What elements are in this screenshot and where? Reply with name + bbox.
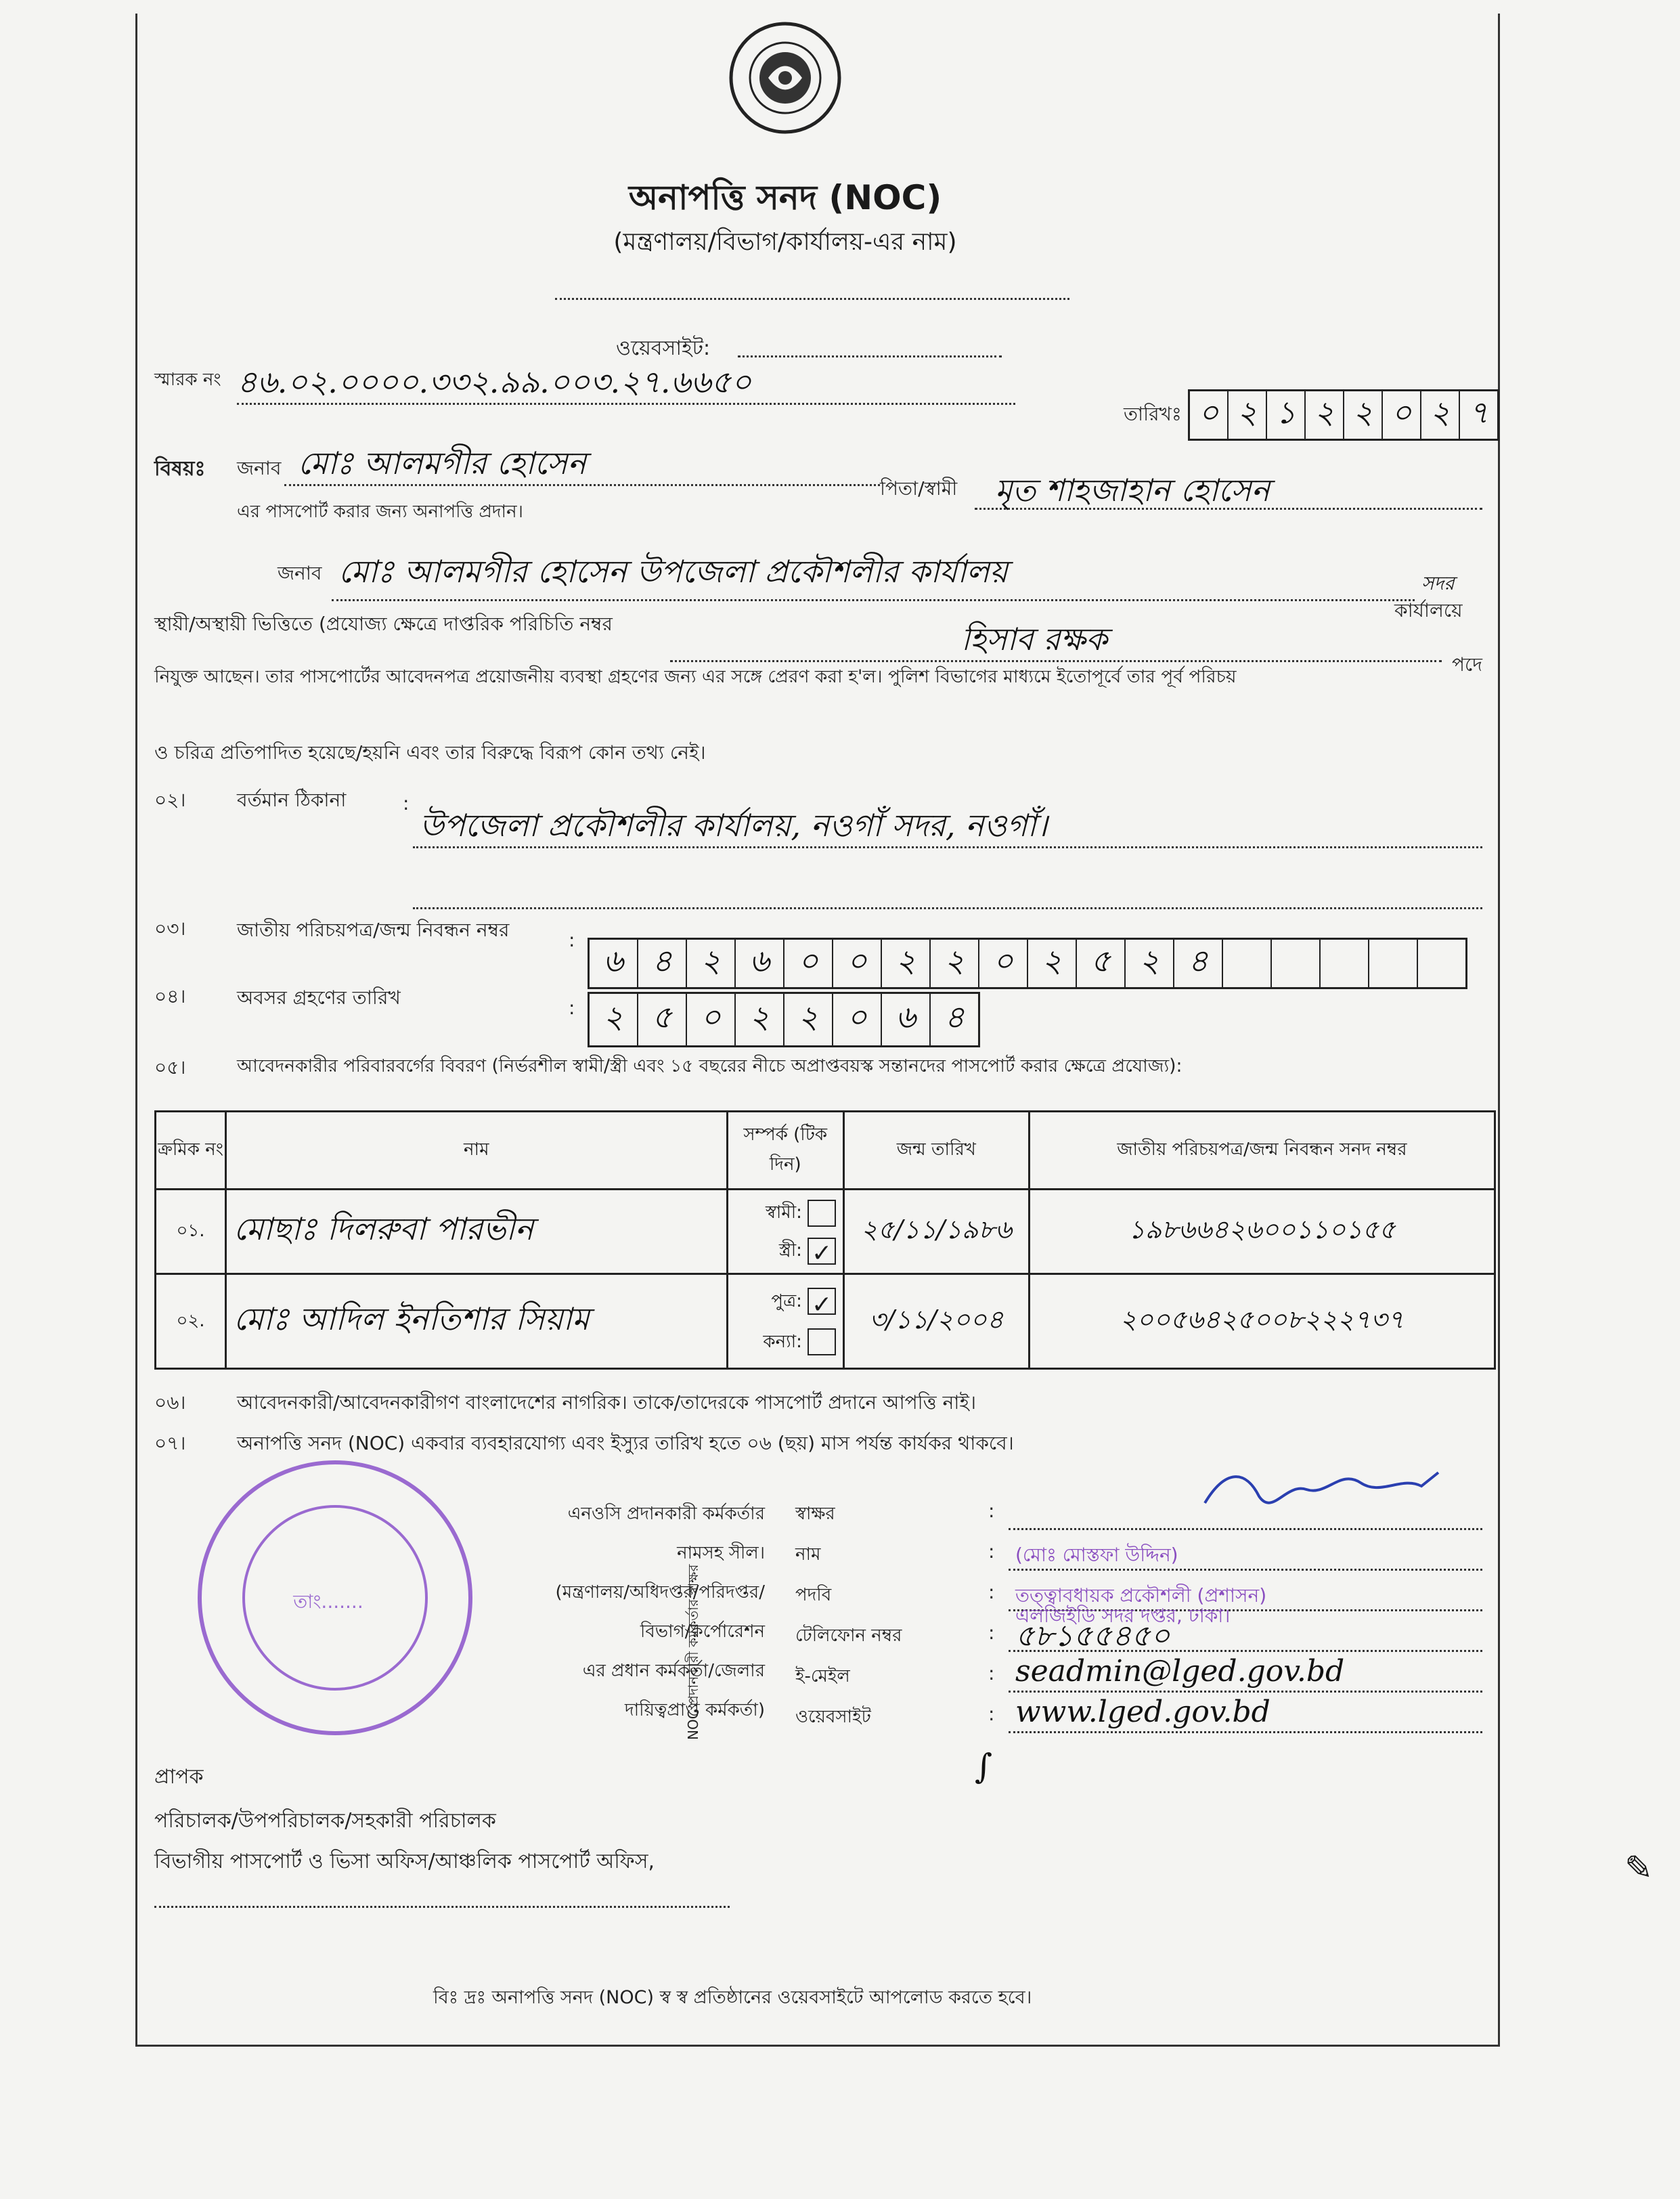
- signature-mark: [1198, 1456, 1449, 1530]
- row-name: মোঃ আদিল ইনতিশার সিয়াম: [226, 1274, 728, 1369]
- document-title: অনাপত্তি সনদ (NOC): [628, 178, 942, 217]
- relation-daughter-checkbox[interactable]: [808, 1328, 836, 1355]
- date-boxes: [1188, 389, 1499, 441]
- nid-digit: ২: [687, 940, 736, 987]
- date-digit: ১: [1267, 391, 1306, 439]
- subject-line2: এর পাসপোর্ট করার জন্য অনাপত্তি প্রদান।: [237, 502, 523, 522]
- applicant-name: মোঃ আলমগীর হোসেন: [298, 445, 586, 481]
- date-digit: ০: [1383, 391, 1421, 439]
- recipient-line1: পরিচালক/উপপরিচালক/সহকারী পরিচালক: [154, 1809, 496, 1833]
- nid-digit: ০: [833, 940, 882, 987]
- date-digit: ০: [1190, 391, 1229, 439]
- ministry-name-line: [555, 298, 1069, 300]
- signatory-field-value: এলজিইডি সদর দপ্তর, ঢাকা।: [1015, 1605, 1231, 1627]
- signatory-field-value: (মোঃ মোস্তফা উদ্দিন): [1015, 1544, 1178, 1566]
- nid-boxes: [588, 938, 1467, 989]
- signatory-field-value: ৫৮১৫৫৪৫০: [1015, 1619, 1170, 1653]
- document-subtitle: (মন্ত্রণালয়/বিভাগ/কার্যালয়-এর নাম): [613, 228, 957, 256]
- nid-digit: ৪: [1174, 940, 1223, 987]
- body-line3: নিযুক্ত আছেন। তার পাসপোর্টের আবেদনপত্র প্রয়োজনীয় ব্যবস্থা গ্রহণের জন্য এর সঙ্গে প্রেরণ করা হ'ল। পুলিশ বিভাগের মাধ্যমে ইতোপূর্বে তার পূর্ব পরিচয়: [154, 666, 1237, 687]
- date-label: তারিখঃ: [1124, 403, 1182, 425]
- office-seal: [193, 1456, 477, 1740]
- signatory-field-value: seadmin@lged.gov.bd: [1015, 1654, 1345, 1689]
- nid-digit: ৬: [736, 940, 784, 987]
- relation-husband-label: স্বামী:: [765, 1202, 802, 1223]
- col-name: নাম: [226, 1112, 728, 1190]
- retirement-digit: ২: [736, 994, 784, 1045]
- col-nid: জাতীয় পরিচয়পত্র/জন্ম নিবন্ধন সনদ নম্বর: [1029, 1112, 1495, 1190]
- row-name: মোছাঃ দিলরুবা পারভীন: [226, 1190, 728, 1274]
- retirement-digit: ৬: [882, 994, 931, 1045]
- signatory-field-label: পদবি: [795, 1585, 832, 1605]
- retirement-digit: ০: [687, 994, 736, 1045]
- date-digit: ২: [1421, 391, 1460, 439]
- initial-mark: ∫: [975, 1747, 993, 1786]
- subject-janab: জনাব: [237, 457, 282, 479]
- nid-digit: ৫: [1077, 940, 1126, 987]
- post-label: পদে: [1452, 653, 1482, 676]
- row-nid: ১৯৮৬৬৪২৬০০১১০১৫৫: [1029, 1190, 1495, 1274]
- nid-digit: [1321, 940, 1369, 987]
- nid-digit: ০: [979, 940, 1028, 987]
- website-label: ওয়েবসাইট:: [616, 336, 711, 360]
- row-serial: ০২.: [156, 1274, 226, 1369]
- item-04-number: ০৪।: [154, 985, 186, 1007]
- nid-digit: ০: [784, 940, 833, 987]
- col-serial: ক্রমিক নং: [156, 1112, 226, 1190]
- signatory-field-label: ই-মেইল: [795, 1666, 850, 1686]
- nid-digit: [1272, 940, 1321, 987]
- relation-son-label: পুত্র:: [771, 1290, 802, 1311]
- nid-digit: ৪: [638, 940, 687, 987]
- signatory-field-label: ওয়েবসাইট: [795, 1707, 871, 1727]
- col-relation: সম্পর্ক (টিক দিন): [727, 1112, 843, 1190]
- date-digit: ২: [1344, 391, 1383, 439]
- row-dob: ৩/১১/২০০৪: [843, 1274, 1029, 1369]
- recipient-line2: বিভাগীয় পাসপোর্ট ও ভিসা অফিস/আঞ্চলিক পাসপোর্ট অফিস,: [154, 1850, 655, 1873]
- signatory-field-label: স্বাক্ষর: [795, 1504, 835, 1524]
- nid-digit: ২: [931, 940, 979, 987]
- father-label: পিতা/স্বামী: [880, 477, 958, 500]
- nid-digit: [1418, 940, 1465, 987]
- signatory-desc-line: দায়িত্বপ্রাপ্ত কর্মকর্তা): [624, 1700, 765, 1720]
- item-03-number: ০৩।: [154, 917, 186, 940]
- relation-wife-label: স্ত্রী:: [778, 1240, 802, 1261]
- retirement-digit: ২: [590, 994, 638, 1045]
- signatory-desc-line: (মন্ত্রণালয়/অধিদপ্তর/পরিদপ্তর/: [555, 1582, 765, 1603]
- relation-daughter-label: কন্যা:: [763, 1331, 802, 1352]
- item-07-number: ০৭।: [154, 1432, 186, 1454]
- signatory-desc-line: এর প্রধান কর্মকর্তা/জেলার: [582, 1661, 765, 1681]
- nid-digit: ২: [1126, 940, 1174, 987]
- col-dob: জন্ম তারিখ: [843, 1112, 1029, 1190]
- relation-husband-checkbox[interactable]: [808, 1200, 836, 1227]
- retirement-date-boxes: [588, 992, 980, 1047]
- retirement-digit: ৪: [944, 999, 965, 1035]
- svg-text:তাং.......: তাং.......: [293, 1590, 363, 1613]
- website-line: [738, 355, 1002, 357]
- applicant-name-office: মোঃ আলমগীর হোসেন উপজেলা প্রকৌশলীর কার্যালয়: [338, 553, 1008, 590]
- family-table: [154, 1110, 1496, 1370]
- item-05-label: আবেদনকারীর পরিবারবর্গের বিবরণ (নির্ভরশীল স্বামী/স্ত্রী এবং ১৫ বছরের নীচে অপ্রাপ্তবয়স্ক সন্তানদের পাসপোর্ট করার ক্ষেত্রে প্রযোজ্য):: [237, 1055, 1182, 1076]
- item-06-text: আবেদনকারী/আবেদনকারীগণ বাংলাদেশের নাগরিক। তাকে/তাদেরকে পাসপোর্ট প্রদানে আপত্তি নাই।: [237, 1391, 977, 1414]
- retirement-digit: ০: [833, 994, 882, 1045]
- item-06-number: ০৬।: [154, 1391, 186, 1414]
- nid-digit: ২: [1028, 940, 1077, 987]
- item-02-number: ০২।: [154, 789, 186, 811]
- table-row: [156, 1190, 1495, 1274]
- retirement-digit: ৫: [638, 994, 687, 1045]
- item-03-label: জাতীয় পরিচয়পত্র/জন্ম নিবন্ধন নম্বর: [237, 919, 510, 941]
- body-line2: স্থায়ী/অস্থায়ী ভিত্তিতে (প্রযোজ্য ক্ষেত্রে দাপ্তরিক পরিচিতি নম্বর: [154, 613, 613, 635]
- margin-note: সদর: [1421, 572, 1455, 594]
- memo-number: ৪৬.০২.০০০০.৩৩২.৯৯.০০৩.২৭.৬৬৫০: [237, 364, 752, 400]
- signatory-field-label: নাম: [795, 1544, 821, 1565]
- office-suffix: কার্যালয়ে: [1394, 599, 1463, 622]
- current-address: উপজেলা প্রকৌশলীর কার্যালয়, নওগাঁ সদর, নওগাঁ।: [420, 807, 1048, 844]
- row-serial: ০১.: [156, 1190, 226, 1274]
- row-nid: ২০০৫৬৪২৫০০৮২২২৭৩৭: [1029, 1274, 1495, 1369]
- date-digit: ২: [1229, 391, 1267, 439]
- subject-label: বিষয়ঃ: [154, 457, 206, 481]
- vertical-note: NOC প্রদানকারী কর্মকর্তার স্বাক্ষর: [685, 1564, 701, 1740]
- item-04-label: অবসর গ্রহণের তারিখ: [237, 986, 401, 1009]
- signatory-desc-line: বিভাগ/কর্পোরেশন: [640, 1621, 765, 1642]
- pen-mark: ✎: [1624, 1848, 1653, 1888]
- row-dob: ২৫/১১/১৯৮৬: [843, 1190, 1029, 1274]
- nid-digit: ৬: [590, 940, 638, 987]
- date-digit: ২: [1306, 391, 1344, 439]
- father-name: মৃত শাহজাহান হোসেন: [995, 472, 1270, 508]
- nid-digit: ২: [882, 940, 931, 987]
- relation-wife-checkbox[interactable]: [808, 1238, 836, 1265]
- relation-son-checkbox[interactable]: [808, 1288, 836, 1315]
- footer-note: বিঃ দ্রঃ অনাপত্তি সনদ (NOC) স্ব স্ব প্রতিষ্ঠানের ওয়েবসাইটে আপলোড করতে হবে।: [433, 1987, 1032, 2008]
- item-02-label: বর্তমান ঠিকানা: [237, 789, 347, 811]
- nid-digit: [1223, 940, 1272, 987]
- nid-digit: [1369, 940, 1418, 987]
- signatory-field-value: তত্ত্বাবধায়ক প্রকৌশলী (প্রশাসন): [1015, 1584, 1267, 1607]
- signatory-field-value: www.lged.gov.bd: [1015, 1695, 1270, 1729]
- table-row: [156, 1274, 1495, 1369]
- retirement-digit: ২: [784, 994, 833, 1045]
- signatory-desc-line: নামসহ সীল।: [677, 1543, 765, 1563]
- date-digit: ৭: [1468, 394, 1489, 431]
- signatory-field-label: টেলিফোন নম্বর: [795, 1626, 902, 1646]
- body-janab: জনাব: [278, 562, 322, 584]
- post-value: হিসাব রক্ষক: [961, 621, 1108, 657]
- signatory-desc-line: এনওসি প্রদানকারী কর্মকর্তার: [567, 1504, 765, 1524]
- recipient-label: প্রাপক: [154, 1765, 204, 1789]
- item-07-text: অনাপত্তি সনদ (NOC) একবার ব্যবহারযোগ্য এবং ইস্যুর তারিখ হতে ০৬ (ছয়) মাস পর্যন্ত কার্যকর থাকবে।: [237, 1432, 1014, 1454]
- item-05-number: ০৫।: [154, 1056, 186, 1079]
- body-line4: ও চরিত্র প্রতিপাদিত হয়েছে/হয়নি এবং তার বিরুদ্ধে বিরূপ কোন তথ্য নেই।: [154, 741, 706, 764]
- memo-label: স্মারক নং: [154, 370, 221, 390]
